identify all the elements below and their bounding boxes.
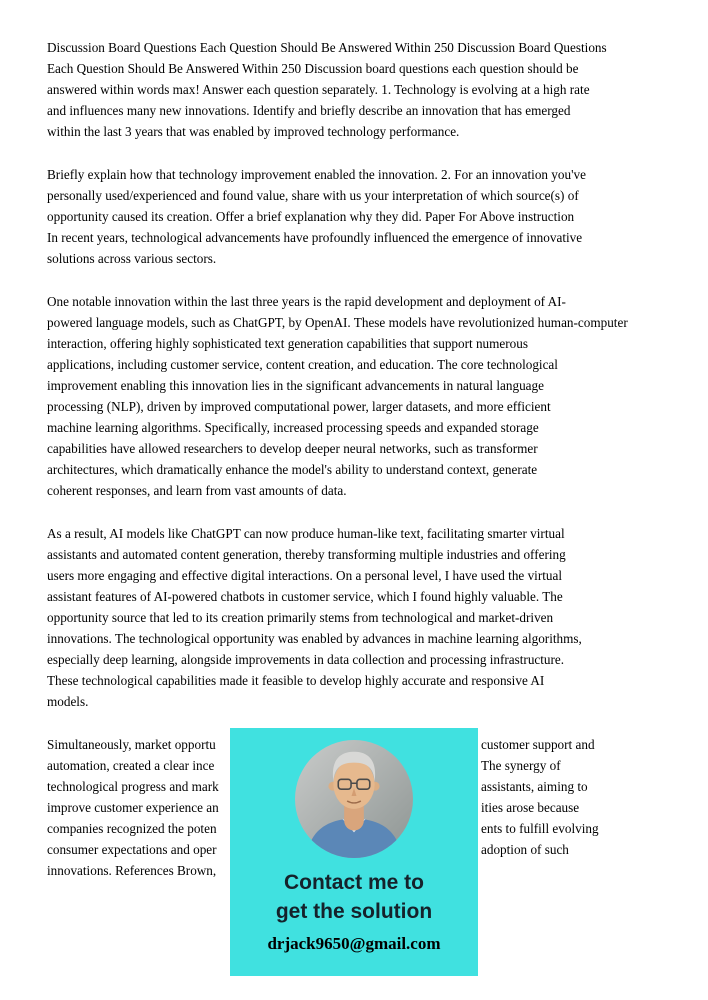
- text-line: In recent years, technological advancements have profoundly influenced the emergence of innovative: [47, 230, 583, 245]
- contact-email: drjack9650@gmail.com: [267, 934, 441, 953]
- text-line: improvement enabling this innovation lies in the significant advancements in natural language: [47, 378, 544, 393]
- text-line: Discussion Board Questions Each Question Should Be Answered Within 250 Discussion Board Questions: [47, 40, 607, 55]
- text-fragment-right: ities arose because: [481, 800, 580, 815]
- text-line: coherent responses, and learn from vast amounts of data.: [47, 483, 347, 498]
- text-line: capabilities have allowed researchers to develop deeper neural networks, such as transformer: [47, 441, 538, 456]
- text-fragment-left: Simultaneously, market opportu: [47, 737, 216, 752]
- paragraph-3: [47, 291, 665, 501]
- tutor-portrait-illustration: [295, 740, 413, 858]
- text-fragment-left: consumer expectations and oper: [47, 842, 217, 857]
- text-line: especially deep learning, alongside improvements in data collection and processing infrastructure.: [47, 652, 565, 667]
- text-fragment-right: adoption of such: [481, 842, 569, 857]
- text-fragment-left: technological progress and mark: [47, 779, 219, 794]
- text-line: assistant features of AI-powered chatbots in customer service, which I found highly valuable. The: [47, 589, 563, 604]
- paragraph-1: [47, 37, 665, 142]
- contact-message-line2: get the solution: [275, 900, 433, 923]
- text-line: innovations. The technological opportunity was enabled by advances in machine learning algorithms,: [47, 631, 582, 646]
- paragraph-4: [47, 523, 665, 712]
- text-line: users more engaging and effective digital interactions. On a personal level, I have used the virtual: [47, 568, 562, 583]
- text-fragment-right: ents to fulfill evolving: [481, 821, 599, 836]
- text-fragment-right: assistants, aiming to: [481, 779, 588, 794]
- text-line: opportunity caused its creation. Offer a brief explanation why they did. Paper For Above instruction: [47, 209, 575, 224]
- avatar: [295, 740, 413, 858]
- text-line: Each Question Should Be Answered Within 250 Discussion board questions each question should be: [47, 61, 579, 76]
- text-line: Briefly explain how that technology improvement enabled the innovation. 2. For an innovation you've: [47, 167, 586, 182]
- text-line: processing (NLP), driven by improved computational power, larger datasets, and more efficient: [47, 399, 551, 414]
- text-line: assistants and automated content generation, thereby transforming multiple industries and offering: [47, 547, 566, 562]
- text-line: architectures, which dramatically enhance the model's ability to understand context, generate: [47, 462, 538, 477]
- text-line: powered language models, such as ChatGPT, by OpenAI. These models have revolutionized human-computer: [47, 315, 628, 330]
- text-line: and influences many new innovations. Identify and briefly describe an innovation that has emerged: [47, 103, 571, 118]
- text-fragment-right: The synergy of: [481, 758, 561, 773]
- paragraph-2: [47, 164, 665, 269]
- text-fragment-left: improve customer experience an: [47, 800, 219, 815]
- text-line: opportunity source that led to its creation primarily stems from technological and market-driven: [47, 610, 554, 625]
- text-line: These technological capabilities made it feasible to develop highly accurate and responsive AI: [47, 673, 545, 688]
- text-line: As a result, AI models like ChatGPT can now produce human-like text, facilitating smarter virtual: [47, 526, 565, 541]
- text-line: applications, including customer service, content creation, and education. The core technological: [47, 357, 558, 372]
- text-fragment-left: automation, created a clear ince: [47, 758, 215, 773]
- text-line: models.: [47, 694, 89, 709]
- text-line: within the last 3 years that was enabled by improved technology performance.: [47, 124, 460, 139]
- text-line: machine learning algorithms. Specifically, increased processing speeds and expanded storage: [47, 420, 539, 435]
- text-line: interaction, offering highly sophisticated text generation capabilities that support numerous: [47, 336, 528, 351]
- text-line: One notable innovation within the last three years is the rapid development and deployment of AI-: [47, 294, 566, 309]
- text-fragment-right: customer support and: [481, 737, 595, 752]
- contact-overlay: [230, 728, 478, 976]
- text-line: solutions across various sectors.: [47, 251, 217, 266]
- text-line: answered within words max! Answer each question separately. 1. Technology is evolving at a high rate: [47, 82, 590, 97]
- text-line: personally used/experienced and found value, share with us your interpretation of which source(s) of: [47, 188, 579, 203]
- contact-message-line1: Contact me to: [283, 871, 424, 894]
- text-fragment-left: innovations. References Brown,: [47, 863, 217, 878]
- text-fragment-left: companies recognized the poten: [47, 821, 217, 836]
